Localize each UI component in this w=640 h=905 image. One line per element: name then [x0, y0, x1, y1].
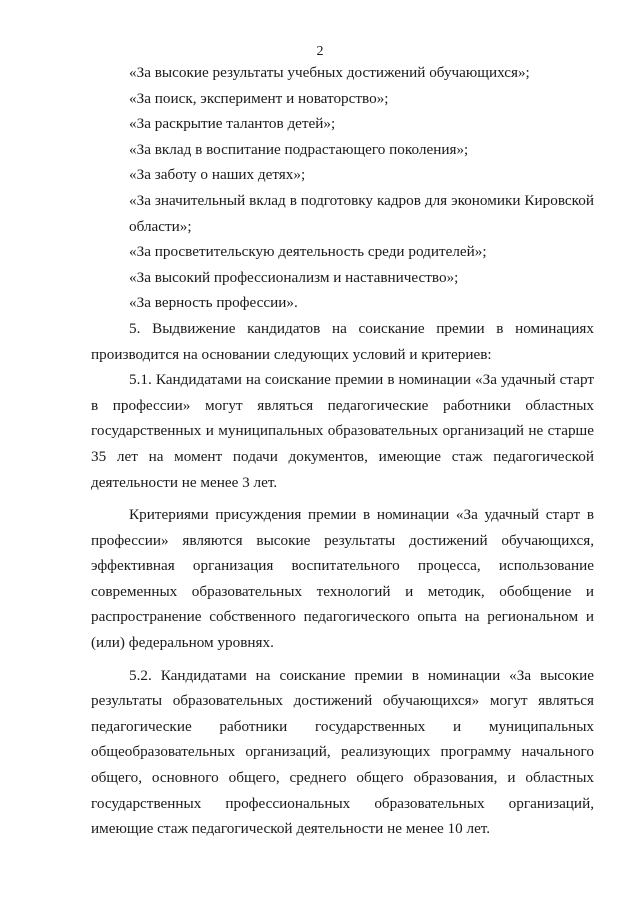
paragraph-line: педагогические работники государственных и муниципальных	[91, 717, 594, 735]
paragraph-line: имеющие стаж педагогической деятельности не менее 10 лет.	[91, 820, 491, 838]
nomination-line: «За значительный вклад в подготовку кадров для экономики Кировской	[129, 191, 594, 209]
paragraph-line: Критериями присуждения премии в номинации «За удачный старт в	[129, 506, 594, 524]
paragraph-line: результаты образовательных достижений обучающихся» могут являться	[91, 692, 594, 710]
paragraph-5-1	[91, 367, 594, 495]
paragraph-line: (или) федеральном уровнях.	[91, 634, 274, 652]
paragraph-line: 5.1. Кандидатами на соискание премии в номинации «За удачный старт	[129, 371, 594, 389]
paragraph-line: распространение собственного педагогического опыта на региональном и	[91, 608, 594, 626]
paragraph-5-2	[91, 663, 594, 842]
paragraph-line: общего, основного общего, среднего общего образования, и областных	[91, 769, 594, 787]
nomination-line: «За просветительскую деятельность среди родителей»;	[129, 243, 487, 261]
paragraph-line: профессии» являются высокие результаты достижений обучающихся,	[91, 531, 594, 549]
paragraph-line: 5. Выдвижение кандидатов на соискание премии в номинациях	[129, 319, 594, 337]
nomination-line: области»;	[129, 217, 192, 235]
nomination-line: «За высокие результаты учебных достижений обучающихся»;	[129, 64, 530, 81]
paragraph-line: в профессии» могут являться педагогические работники областных	[91, 396, 594, 414]
paragraph-line: 35 лет на момент подачи документов, имеющие стаж педагогической	[91, 447, 594, 465]
page-number: 2	[316, 44, 324, 59]
nomination-line: «За поиск, эксперимент и новаторство»;	[129, 89, 389, 107]
paragraph-5	[91, 316, 594, 367]
paragraph-line: 5.2. Кандидатами на соискание премии в номинации «За высокие	[129, 666, 594, 684]
document-body	[91, 60, 594, 842]
nomination-line: «За раскрытие талантов детей»;	[129, 115, 336, 133]
paragraph-line: государственных профессиональных образовательных организаций,	[91, 794, 594, 812]
paragraph-line: эффективная организация воспитательного процесса, использование	[91, 557, 594, 575]
paragraph-gap	[91, 656, 594, 663]
paragraph-criteria	[91, 502, 594, 656]
paragraph-gap	[91, 495, 594, 502]
paragraph-line: государственных и муниципальных образовательных организаций не старше	[91, 422, 594, 440]
nomination-line: «За верность профессии».	[129, 294, 298, 312]
nomination-line: «За вклад в воспитание подрастающего поколения»;	[129, 140, 469, 158]
nominations-list	[91, 60, 594, 316]
paragraph-line: деятельности не менее 3 лет.	[91, 473, 278, 491]
nomination-line: «За заботу о наших детях»;	[129, 166, 306, 184]
paragraph-line: общеобразовательных организаций, реализующих программу начального	[91, 743, 594, 761]
paragraph-line: производится на основании следующих условий и критериев:	[91, 345, 492, 363]
paragraph-line: современных образовательных технологий и методик, обобщение и	[91, 582, 594, 600]
nomination-line: «За высокий профессионализм и наставничество»;	[129, 268, 459, 286]
